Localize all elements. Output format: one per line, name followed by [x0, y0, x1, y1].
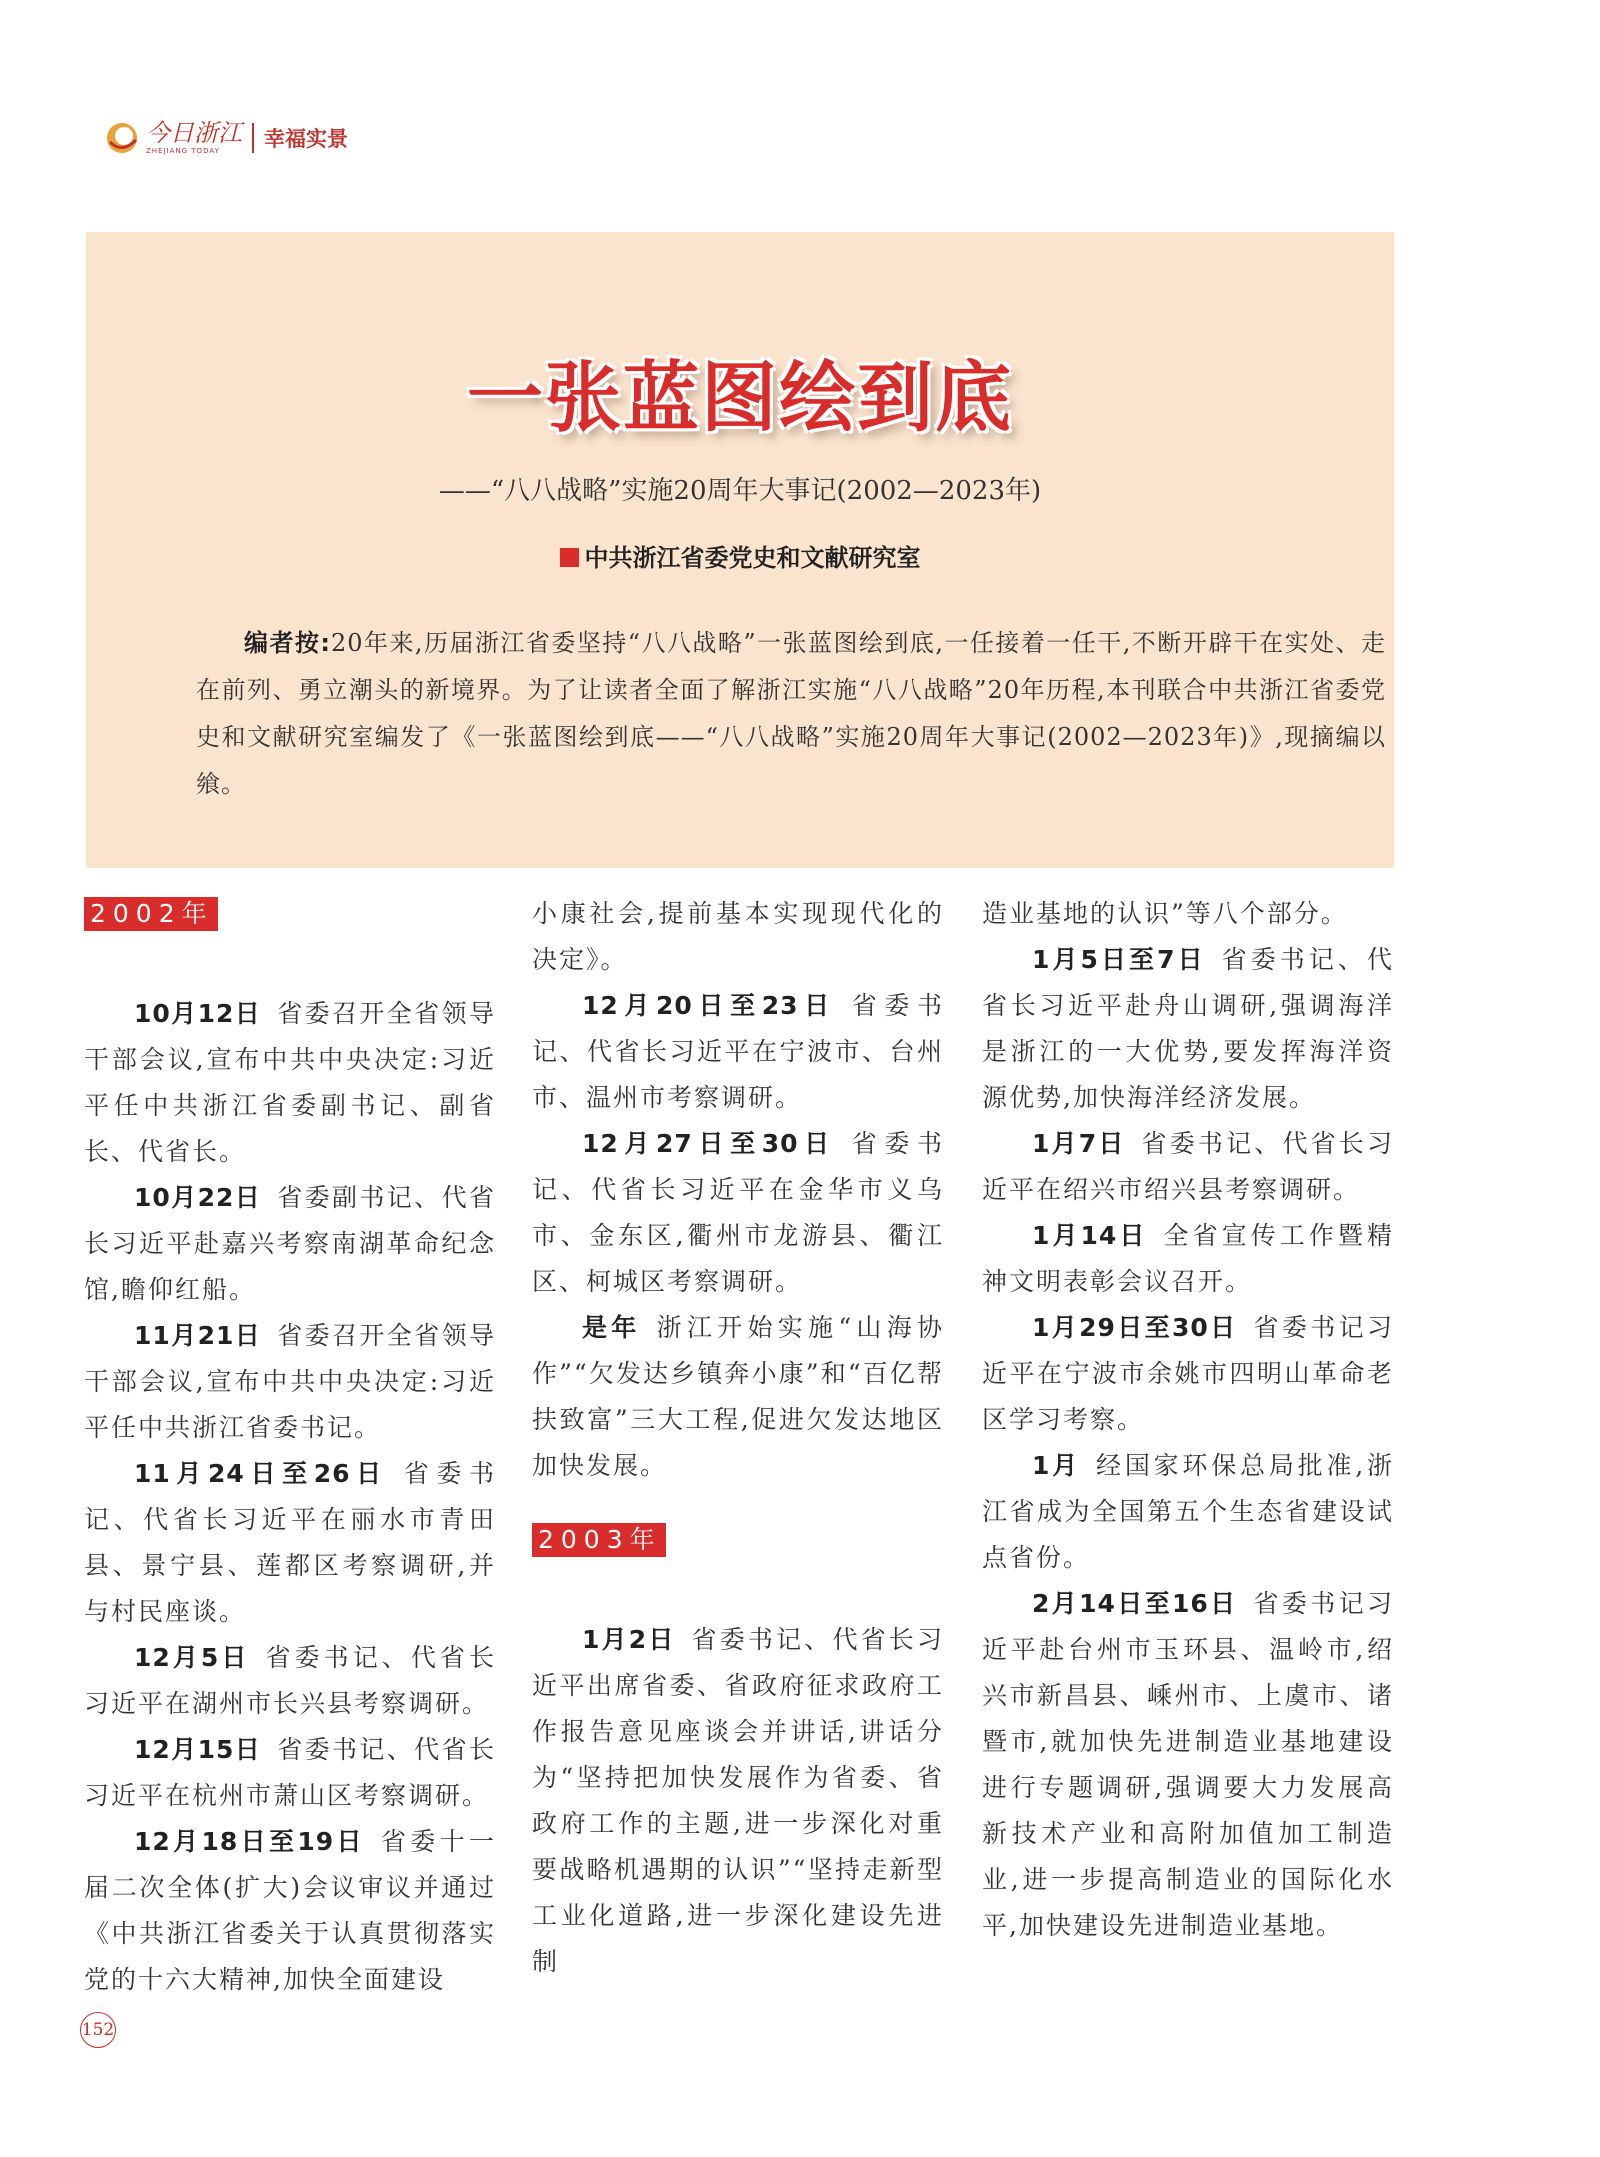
column-2	[532, 891, 944, 1985]
continued-text: 造业基地的认识”等八个部分。	[982, 899, 1348, 928]
sun-logo-icon	[104, 120, 140, 156]
event-date: 是年	[582, 1313, 641, 1342]
title-banner	[86, 232, 1394, 868]
event-entry	[84, 1727, 496, 1819]
event-date: 11月24日至26日	[134, 1459, 388, 1488]
year-tag: 2002年	[84, 897, 218, 931]
event-entry	[84, 1313, 496, 1451]
event-entry	[84, 1451, 496, 1635]
byline-author: 中共浙江省委党史和文献研究室	[584, 544, 921, 572]
event-text: 浙江开始实施“山海协作”“欠发达乡镇奔小康”和“百亿帮扶致富”三大工程,促进欠发达地区加快发展。	[532, 1313, 944, 1480]
byline	[86, 538, 1394, 573]
event-text: 省委十一届二次全体(扩大)会议审议并通过《中共浙江省委关于认真贯彻落实党的十六大精神,加快全面建设	[84, 1827, 496, 1994]
event-text: 省委书记、代省长习近平在丽水市青田县、景宁县、莲都区考察调研,并与村民座谈。	[84, 1459, 496, 1626]
column-3	[982, 891, 1394, 1949]
page-number: 152	[80, 2012, 116, 2048]
event-text: 省委书记、代省长习近平赴舟山调研,强调海洋是浙江的一大优势,要发挥海洋资源优势,加快海洋经济发展。	[982, 945, 1394, 1112]
event-text: 省委书记、代省长习近平出席省委、省政府征求政府工作报告意见座谈会并讲话,讲话分为“坚持把加快发展作为省委、省政府工作的主题,进一步深化对重要战略机遇期的认识”“坚持走新型工业化道路,进一步深化建设先进制	[532, 1625, 944, 1976]
event-entry	[84, 1635, 496, 1727]
event-text: 省委书记、代省长习近平在湖州市长兴县考察调研。	[84, 1643, 496, 1718]
event-text: 省委书记、代省长习近平在金华市义乌市、金东区,衢州市龙游县、衢江区、柯城区考察调研。	[532, 1129, 944, 1296]
event-date: 1月5日至7日	[1032, 945, 1206, 974]
header-divider	[252, 123, 254, 153]
event-entry	[982, 1213, 1394, 1305]
logo-english: ZHEJIANG TODAY	[146, 147, 220, 155]
editor-note-lead: 编者按:	[244, 629, 331, 657]
event-text: 省委书记习近平在宁波市余姚市四明山革命老区学习考察。	[982, 1313, 1394, 1434]
event-entry	[982, 1305, 1394, 1443]
magazine-header	[104, 118, 348, 158]
column-1	[84, 891, 496, 2003]
event-entry	[532, 983, 944, 1121]
event-text: 省委召开全省领导干部会议,宣布中共中央决定:习近平任中共浙江省委书记。	[84, 1321, 496, 1442]
editor-note	[196, 620, 1386, 808]
event-entry	[982, 937, 1394, 1121]
event-text: 省委召开全省领导干部会议,宣布中共中央决定:习近平任中共浙江省委副书记、副省长、代省长。	[84, 999, 496, 1166]
event-text: 省委副书记、代省长习近平赴嘉兴考察南湖革命纪念馆,瞻仰红船。	[84, 1183, 496, 1304]
byline-square-icon	[560, 548, 579, 567]
editor-note-text: 20年来,历届浙江省委坚持“八八战略”一张蓝图绘到底,一任接着一任干,不断开辟干在实处、走在前列、勇立潮头的新境界。为了让读者全面了解浙江实施“八八战略”20年历程,本刊联合中共浙江省委党史和文献研究室编发了《一张蓝图绘到底——“八八战略”实施20周年大事记(2002—2023年)》,现摘编以飨。	[196, 629, 1386, 798]
event-text: 经国家环保总局批准,浙江省成为全国第五个生态省建设试点省份。	[982, 1451, 1394, 1572]
logo-chinese: 今日浙江	[146, 119, 242, 147]
event-date: 1月14日	[1032, 1221, 1148, 1250]
event-date: 1月	[1032, 1451, 1081, 1480]
event-text: 全省宣传工作暨精神文明表彰会议召开。	[982, 1221, 1394, 1296]
event-date: 12月5日	[134, 1643, 250, 1672]
event-date: 12月20日至23日	[582, 991, 836, 1020]
year-heading-2002	[84, 897, 496, 949]
event-text: 省委书记习近平赴台州市玉环县、温岭市,绍兴市新昌县、嵊州市、上虞市、诸暨市,就加快先进制造业基地建设进行专题调研,强调要大力发展高新技术产业和高附加值加工制造业,进一步提高制造业的国际化水平,加快建设先进制造业基地。	[982, 1589, 1394, 1940]
article-title: 一张蓝图绘到底	[467, 353, 1013, 442]
event-entry	[84, 1819, 496, 2003]
event-entry	[84, 1175, 496, 1313]
year-tag: 2003年	[532, 1523, 666, 1557]
year-heading-2003	[532, 1523, 944, 1575]
event-entry	[532, 1617, 944, 1985]
event-date: 10月12日	[134, 999, 262, 1028]
event-date: 10月22日	[134, 1183, 262, 1212]
article-subtitle: ——“八八战略”实施20周年大事记(2002—2023年)	[438, 476, 1042, 506]
event-entry	[84, 991, 496, 1175]
event-entry	[532, 1121, 944, 1305]
event-date: 1月7日	[1032, 1129, 1126, 1158]
continued-text: 小康社会,提前基本实现现代化的决定》。	[532, 899, 944, 974]
logo-wordmark	[146, 121, 242, 155]
event-date: 2月14日至16日	[1032, 1589, 1238, 1618]
event-date: 1月2日	[582, 1625, 676, 1654]
event-text: 省委书记、代省长习近平在宁波市、台州市、温州市考察调研。	[532, 991, 944, 1112]
section-label: 幸福实景	[264, 127, 348, 151]
event-date: 12月15日	[134, 1735, 262, 1764]
event-entry	[982, 1121, 1394, 1213]
event-date: 12月27日至30日	[582, 1129, 836, 1158]
event-date: 12月18日至19日	[134, 1827, 365, 1856]
event-text: 省委书记、代省长习近平在绍兴市绍兴县考察调研。	[982, 1129, 1394, 1204]
event-entry	[532, 1305, 944, 1489]
event-text: 省委书记、代省长习近平在杭州市萧山区考察调研。	[84, 1735, 496, 1810]
event-entry	[982, 1581, 1394, 1949]
event-date: 11月21日	[134, 1321, 262, 1350]
event-entry	[982, 1443, 1394, 1581]
event-date: 1月29日至30日	[1032, 1313, 1238, 1342]
